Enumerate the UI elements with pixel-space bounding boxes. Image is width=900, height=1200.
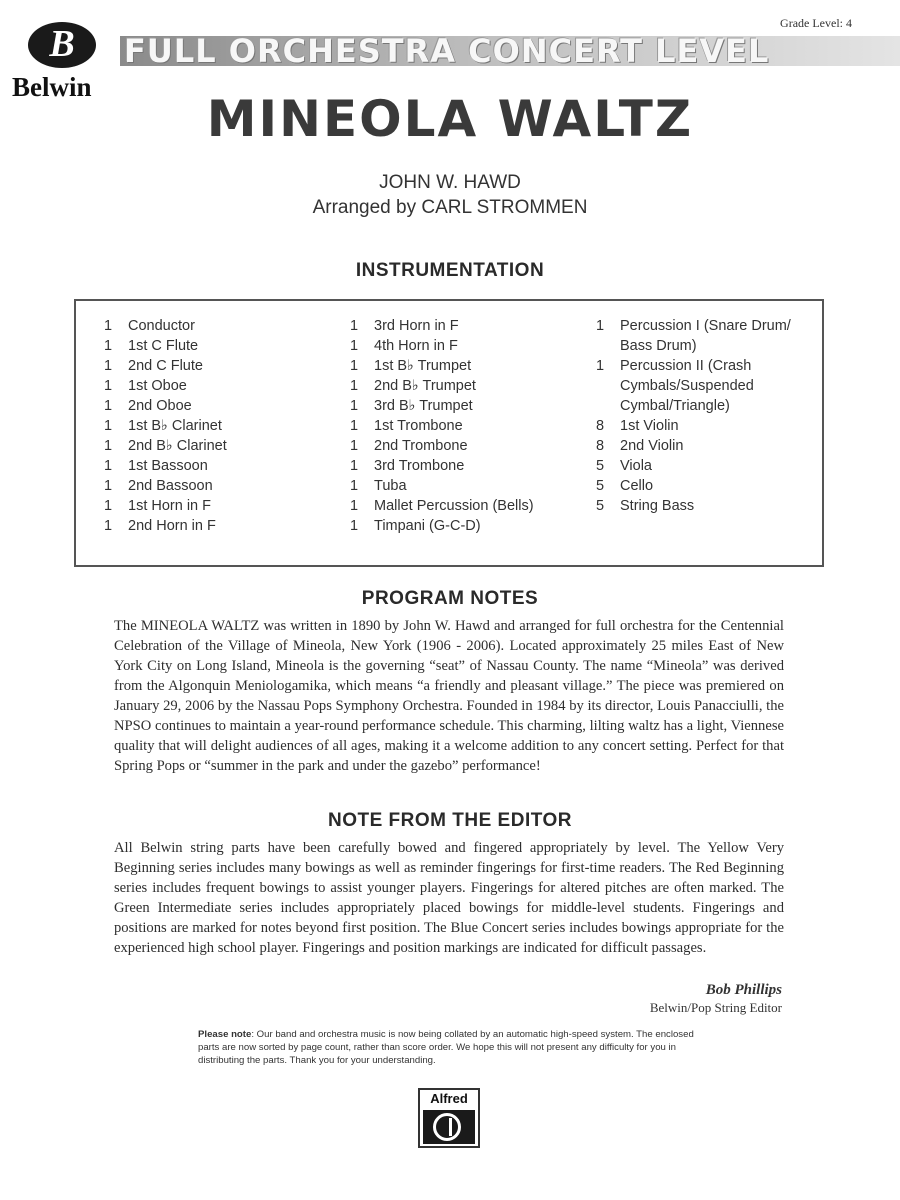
instrument-name: Percussion II (Crash bbox=[620, 358, 752, 374]
instrument-quantity: 1 bbox=[104, 478, 113, 494]
instrument-name: 1st Bassoon bbox=[128, 458, 208, 474]
instrument-quantity: 5 bbox=[596, 498, 605, 514]
level-banner bbox=[120, 32, 900, 70]
instrument-name: 1st Violin bbox=[620, 418, 679, 434]
instrument-name: 2nd Oboe bbox=[128, 398, 192, 414]
please-note-text: : Our band and orchestra music is now being collated by an automatic high-speed system. The enclosed parts are now sorted by page count, rather than score order. We hope this will not present any difficulty for you in distributing the parts. Thank you for your understanding. bbox=[198, 1029, 694, 1066]
instrument-quantity: 1 bbox=[104, 358, 113, 374]
instrument-quantity: 1 bbox=[104, 378, 113, 394]
instrumentation-heading: INSTRUMENTATION bbox=[355, 260, 545, 281]
instrument-name: String Bass bbox=[620, 498, 695, 514]
instrument-name: Percussion I (Snare Drum/ bbox=[620, 318, 791, 334]
instrument-name: 3rd Horn in F bbox=[374, 318, 459, 334]
arranger: Arranged by CARL STROMMEN bbox=[312, 197, 588, 218]
instrument-quantity: 1 bbox=[104, 318, 113, 334]
instrument-name: 1st C Flute bbox=[128, 338, 199, 354]
instrument-name: 4th Horn in F bbox=[374, 338, 458, 354]
instrument-quantity: 1 bbox=[104, 498, 113, 514]
instrument-name: 1st B♭ Trumpet bbox=[374, 358, 472, 374]
instrument-quantity: 1 bbox=[350, 318, 359, 334]
instrument-name: 2nd Violin bbox=[620, 438, 684, 454]
instrument-name: 2nd B♭ Clarinet bbox=[128, 438, 227, 454]
instrument-name: 1st Oboe bbox=[128, 378, 187, 394]
instrument-name: 3rd B♭ Trumpet bbox=[374, 398, 473, 414]
instrument-quantity: 5 bbox=[596, 478, 605, 494]
please-note bbox=[198, 1028, 708, 1067]
instrument-quantity: 1 bbox=[350, 498, 359, 514]
instrument-quantity: 5 bbox=[596, 458, 605, 474]
alfred-logo bbox=[418, 1088, 480, 1148]
instrument-name: Cymbal/Triangle) bbox=[620, 398, 730, 414]
alfred-note-icon bbox=[423, 1110, 475, 1144]
instrument-name: 2nd B♭ Trumpet bbox=[374, 378, 476, 394]
instrument-name: 2nd Trombone bbox=[374, 438, 468, 454]
composer: JOHN W. HAWD bbox=[379, 172, 521, 193]
instrument-name: Tuba bbox=[374, 478, 407, 494]
editor-signature: Bob Phillips bbox=[705, 982, 782, 998]
instrument-quantity: 1 bbox=[350, 518, 359, 534]
instrument-quantity: 1 bbox=[596, 318, 605, 334]
instrument-quantity: 1 bbox=[104, 518, 113, 534]
instrument-name: Cello bbox=[620, 478, 654, 494]
instrument-name: 3rd Trombone bbox=[374, 458, 465, 474]
instrument-name: 1st Trombone bbox=[374, 418, 463, 434]
grade-level: Grade Level: 4 bbox=[780, 16, 852, 30]
instrument-name: Viola bbox=[620, 458, 652, 474]
instrument-name: 2nd Horn in F bbox=[128, 518, 216, 534]
instrument-name: Mallet Percussion (Bells) bbox=[374, 498, 534, 514]
belwin-b-mark bbox=[28, 22, 96, 68]
piece-title: MINEOLA WALTZ bbox=[206, 90, 694, 148]
instrument-quantity: 8 bbox=[596, 438, 605, 454]
belwin-mark-letter: B bbox=[49, 23, 75, 65]
instrument-quantity: 1 bbox=[350, 338, 359, 354]
editor-note-text: All Belwin string parts have been carefully bowed and fingered appropriately by level. The Yellow Very Beginning series includes many bowings as well as reminder fingerings for first-time readers. The Red Beginning series includes frequent bowings to assist younger players. Fingerings for altered pitches are often marked. The Green Intermediate series includes appropriately placed bowings for middle-level students. Fingerings and positions are marked for notes beyond first position. The Blue Concert series includes bowings appropriate for the experienced high school player. Fingerings and position markings are indicated for difficult passages. bbox=[114, 840, 784, 956]
please-note-label: Please note bbox=[198, 1029, 252, 1040]
instrument-name: 1st Horn in F bbox=[128, 498, 211, 514]
instrument-quantity: 8 bbox=[596, 418, 605, 434]
instrument-quantity: 1 bbox=[350, 458, 359, 474]
alfred-logo-text: Alfred bbox=[420, 1090, 478, 1108]
instrument-quantity: 1 bbox=[350, 378, 359, 394]
editor-note-heading: NOTE FROM THE EDITOR bbox=[328, 810, 572, 831]
instrument-quantity: 1 bbox=[104, 418, 113, 434]
instrumentation-box bbox=[74, 299, 824, 567]
instrument-name: Timpani (G-C-D) bbox=[374, 518, 481, 534]
instrument-quantity: 1 bbox=[104, 438, 113, 454]
instrument-name: 1st B♭ Clarinet bbox=[128, 418, 222, 434]
instrument-name: Bass Drum) bbox=[620, 338, 697, 354]
instrument-quantity: 1 bbox=[104, 338, 113, 354]
instrument-quantity: 1 bbox=[350, 418, 359, 434]
instrument-name: 2nd Bassoon bbox=[128, 478, 213, 494]
level-banner-text: FULL ORCHESTRA CONCERT LEVEL bbox=[124, 32, 770, 70]
program-notes-text: The MINEOLA WALTZ was written in 1890 by John W. Hawd and arranged for full orchestra for the Centennial Celebration of the Village of Mineola, New York (1906 - 2006). Located approximately 25 miles East of New York City on Long Island, Mineola is the governing “seat” of Nassau County. The name “Mineola” was derived from the Algonquin Meniologamika, which means “a friendly and pleasant village.” The piece was premiered on January 29, 2006 by the Nassau Pops Symphony Orchestra. Founded in 1984 by its director, Louis Panacciulli, the NPSO continues to maintain a year-round performance schedule. This charming, lilting waltz has a light, Viennese quality that will delight audiences of all ages, making it a welcome addition to any concert setting. Perfect for that Spring Pops or “summer in the park and under the gazebo” performance! bbox=[114, 618, 784, 774]
instrument-name: Conductor bbox=[128, 318, 195, 334]
instrument-quantity: 1 bbox=[104, 458, 113, 474]
instrument-name: Cymbals/Suspended bbox=[620, 378, 754, 394]
instrument-quantity: 1 bbox=[350, 478, 359, 494]
instrument-quantity: 1 bbox=[350, 438, 359, 454]
instrument-name: 2nd C Flute bbox=[128, 358, 203, 374]
instrument-quantity: 1 bbox=[104, 398, 113, 414]
belwin-wordmark: Belwin bbox=[12, 72, 92, 102]
instrument-quantity: 1 bbox=[350, 358, 359, 374]
editor-role: Belwin/Pop String Editor bbox=[649, 1000, 782, 1015]
instrument-quantity: 1 bbox=[596, 358, 605, 374]
program-notes-heading: PROGRAM NOTES bbox=[361, 588, 539, 609]
instrument-quantity: 1 bbox=[350, 398, 359, 414]
